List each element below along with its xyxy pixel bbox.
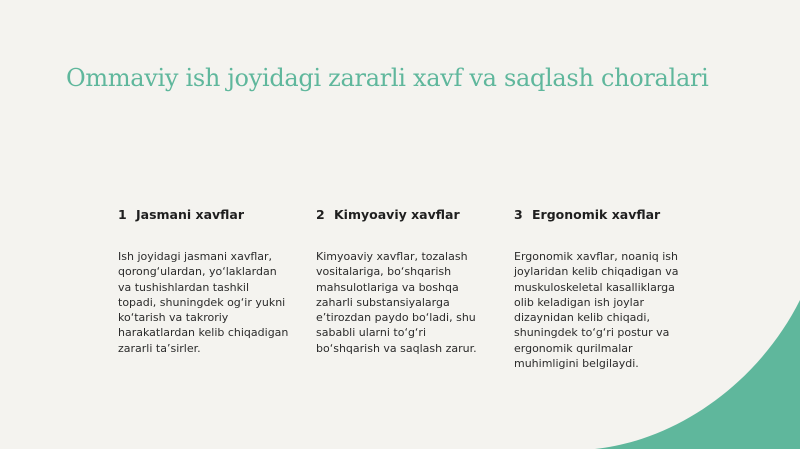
column-jasmani-xavflar: [118, 207, 290, 356]
column-body-text: Ergonomik xavflar, noaniq ish joylaridan kelib chiqadigan va muskuloskeletal kasalliklarga olib keladigan ish joylar dizaynidan kelib chiqadi, shuningdek to‘g‘ri postur va ergonomik qurilmalar muhimligini belgilaydi.: [514, 250, 679, 371]
column-number: 3: [514, 207, 523, 222]
column-heading: [118, 207, 290, 222]
column-heading: [316, 207, 488, 222]
column-body-text: Kimyoaviy xavflar, tozalash vositalariga, bo‘shqarish mahsulotlariga va boshqa zaharli substansiyalarga e’tirozdan paydo bo‘ladi, shu sababli ularni to‘g‘ri bo‘shqarish va saqlash zarur.: [316, 250, 477, 355]
column-heading-text: Ergonomik xavflar: [532, 207, 661, 222]
column-number: 1: [118, 207, 127, 222]
column-ergonomik-xavflar: [514, 207, 686, 371]
column-heading-text: Jasmani xavflar: [136, 207, 245, 222]
column-number: 2: [316, 207, 325, 222]
column-body-text: Ish joyidagi jasmani xavflar, qorong‘ulardan, yo‘laklardan va tushishlardan tashkil topadi, shuningdek og‘ir yukni ko‘tarish va takroriy harakatlardan kelib chiqadigan zararli ta’sirler.: [118, 250, 289, 355]
slide-title: Ommaviy ish joyidagi zararli xavf va saqlash choralari: [66, 64, 709, 92]
column-kimyoaviy-xavflar: [316, 207, 488, 356]
column-heading: [514, 207, 686, 222]
column-heading-text: Kimyoaviy xavflar: [334, 207, 460, 222]
